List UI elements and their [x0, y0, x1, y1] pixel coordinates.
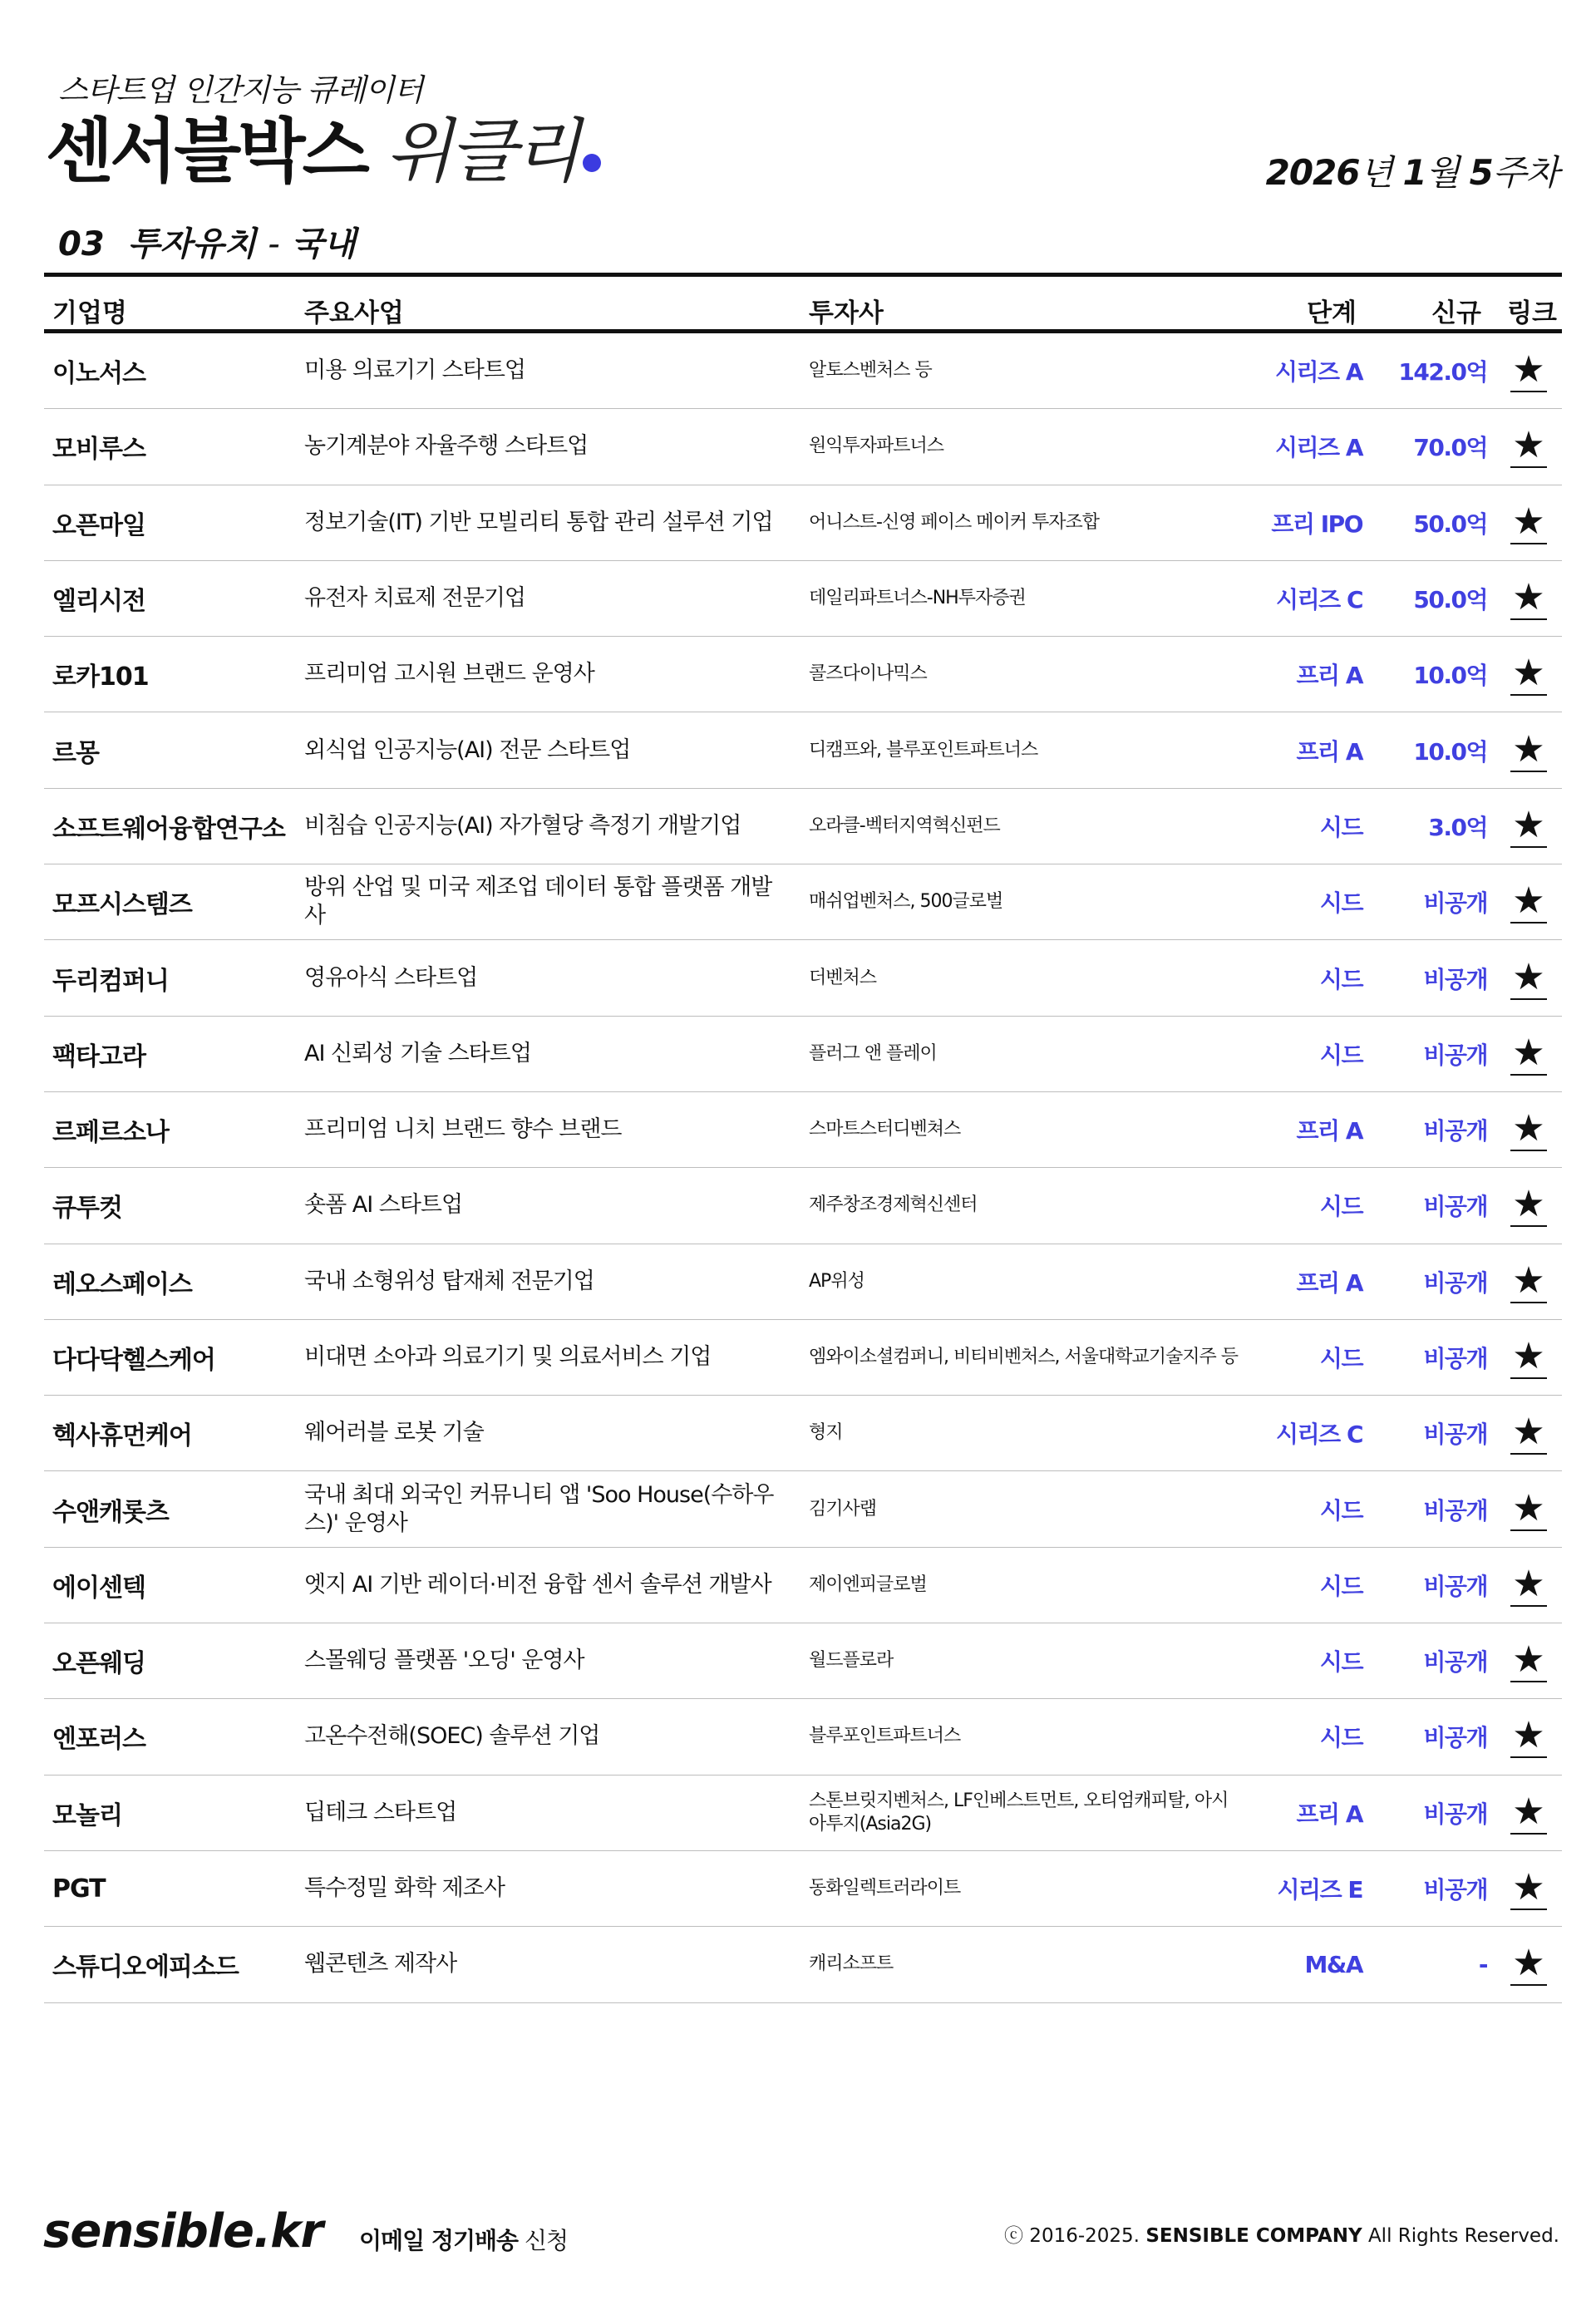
- table-row: [44, 789, 1562, 864]
- table-row: [44, 1396, 1562, 1471]
- company-name: 로카101: [52, 662, 149, 692]
- table-header: [44, 273, 1562, 333]
- funding-amount: 10.0억: [1413, 662, 1487, 690]
- section-number: 03: [58, 225, 105, 263]
- funding-amount: 3.0억: [1428, 813, 1487, 841]
- table-row: [44, 1168, 1562, 1244]
- star-link-icon[interactable]: ★: [1512, 1486, 1545, 1529]
- investor-name: 알토스벤처스 등: [809, 360, 932, 382]
- funding-amount: 비공개: [1423, 1724, 1487, 1752]
- funding-amount: 비공개: [1423, 1041, 1487, 1069]
- company-name: 르몽: [52, 738, 99, 768]
- article-link[interactable]: [1495, 485, 1562, 560]
- funding-amount: 비공개: [1423, 1572, 1487, 1600]
- article-link[interactable]: [1495, 1471, 1562, 1546]
- funding-stage: 시드: [1319, 1345, 1362, 1372]
- company-name: 수앤캐롯츠: [52, 1497, 169, 1527]
- company-name: 오픈마일: [52, 510, 145, 540]
- footer-logo[interactable]: sensible.kr: [43, 2204, 323, 2258]
- issue-week: 5: [1469, 152, 1493, 193]
- star-link-icon[interactable]: ★: [1512, 803, 1545, 846]
- funding-stage: 시드: [1319, 1041, 1362, 1069]
- funding-amount: 70.0억: [1413, 434, 1487, 462]
- table-row: [44, 485, 1562, 561]
- funding-stage: 시드: [1319, 813, 1362, 841]
- business-description: 특수정밀 화학 제조사: [304, 1875, 505, 1902]
- table-row: [44, 1017, 1562, 1092]
- investor-name: 블루포인트파트너스: [809, 1726, 961, 1747]
- section-separator: -: [268, 225, 280, 263]
- table-row: [44, 1851, 1562, 1927]
- funding-amount: 비공개: [1423, 1268, 1487, 1297]
- investor-name: 매쉬업벤처스, 500글로벌: [809, 891, 1003, 913]
- funding-amount: 비공개: [1423, 1117, 1487, 1145]
- star-link-icon[interactable]: ★: [1512, 500, 1545, 543]
- business-description: 비대면 소아과 의료기기 및 의료서비스 기업: [304, 1344, 712, 1370]
- star-link-icon[interactable]: ★: [1512, 1714, 1545, 1757]
- brand-dot-icon: [583, 154, 601, 172]
- funding-amount: 비공개: [1423, 1648, 1487, 1677]
- funding-stage: 프리 A: [1296, 1268, 1362, 1297]
- article-link[interactable]: [1495, 864, 1562, 939]
- star-link-icon[interactable]: ★: [1512, 1335, 1545, 1377]
- star-link-icon[interactable]: ★: [1512, 1183, 1545, 1226]
- section-name: 투자유치: [127, 225, 257, 263]
- copyright: [1004, 2220, 1559, 2248]
- funding-stage: 시드: [1319, 1193, 1362, 1221]
- funding-stage: 시리즈 A: [1274, 434, 1362, 462]
- company-name: 엔포러스: [52, 1725, 145, 1755]
- table-row: [44, 1244, 1562, 1320]
- investor-name: 스마트스터디벤쳐스: [809, 1119, 961, 1140]
- copyright-company: SENSIBLE COMPANY: [1145, 2225, 1362, 2247]
- star-link-icon[interactable]: ★: [1512, 1638, 1545, 1682]
- company-name: 오픈웨딩: [52, 1649, 145, 1679]
- business-description: 농기계분야 자율주행 스타트업: [304, 433, 589, 460]
- article-link[interactable]: [1495, 1092, 1562, 1167]
- brand-title: [46, 110, 601, 193]
- investor-name: 캐리소프트: [809, 1953, 894, 1975]
- company-name: 두리컴퍼니: [52, 966, 169, 996]
- investor-name: 콜즈다이나믹스: [809, 663, 927, 685]
- star-link-icon[interactable]: ★: [1512, 1562, 1545, 1605]
- table-row: [44, 1548, 1562, 1623]
- email-subscribe-bold: 이메일 정기배송: [359, 2227, 519, 2254]
- star-link-icon[interactable]: ★: [1512, 1258, 1545, 1302]
- funding-amount: 비공개: [1423, 1800, 1487, 1828]
- article-link[interactable]: [1495, 1776, 1562, 1850]
- article-link[interactable]: [1495, 712, 1562, 787]
- business-description: 딥테크 스타트업: [304, 1799, 457, 1825]
- company-name: 이노서스: [52, 359, 145, 389]
- star-link-icon[interactable]: ★: [1512, 424, 1545, 467]
- table-body: [44, 333, 1562, 2003]
- investor-name: AP위성: [809, 1270, 864, 1292]
- table-row: [44, 940, 1562, 1016]
- company-name: 에이센텍: [52, 1573, 145, 1603]
- investor-name: 스톤브릿지벤처스, LF인베스트먼트, 오티엄캐피탈, 아시아투지(Asia2G): [809, 1790, 1229, 1835]
- funding-stage: 시리즈 A: [1274, 358, 1362, 387]
- email-subscribe-link[interactable]: [359, 2223, 568, 2256]
- star-link-icon[interactable]: ★: [1512, 1107, 1545, 1150]
- funding-stage: 프리 A: [1296, 662, 1362, 690]
- star-link-icon[interactable]: ★: [1512, 576, 1545, 619]
- table-row: [44, 1927, 1562, 2002]
- company-name: 레오스페이스: [52, 1269, 192, 1299]
- article-link[interactable]: [1495, 789, 1562, 864]
- company-name: 소프트웨어융합연구소: [52, 814, 285, 844]
- investor-name: 플러그 앤 플레이: [809, 1042, 937, 1064]
- investor-name: 어니스트-신영 페이스 메이커 투자조합: [809, 511, 1099, 533]
- header: [46, 58, 1559, 199]
- company-name: PGT: [52, 1874, 106, 1904]
- star-link-icon[interactable]: ★: [1512, 879, 1545, 923]
- table-row: [44, 333, 1562, 409]
- funding-stage: 시드: [1319, 1496, 1362, 1524]
- company-name: 모비루스: [52, 435, 145, 465]
- star-link-icon[interactable]: ★: [1512, 652, 1545, 695]
- table-row: [44, 1699, 1562, 1775]
- investor-name: 더벤처스: [809, 967, 877, 988]
- article-link[interactable]: [1495, 1548, 1562, 1623]
- funding-stage: 시리즈 E: [1277, 1876, 1362, 1904]
- funding-amount: 비공개: [1423, 1345, 1487, 1372]
- article-link[interactable]: [1495, 1851, 1562, 1926]
- business-description: 웨어러블 로봇 기술: [304, 1420, 484, 1446]
- business-description: 영유아식 스타트업: [304, 964, 478, 991]
- article-link[interactable]: [1495, 333, 1562, 408]
- article-link[interactable]: [1495, 1168, 1562, 1243]
- brand-title-light: 위클리: [385, 111, 578, 192]
- issue-week-unit: 주차: [1492, 152, 1559, 193]
- article-link[interactable]: [1495, 1396, 1562, 1470]
- article-link[interactable]: [1495, 637, 1562, 712]
- column-header-link: 링크: [1507, 298, 1557, 328]
- copyright-suffix: All Rights Reserved.: [1362, 2225, 1559, 2247]
- table-row: [44, 561, 1562, 637]
- funding-amount: 비공개: [1423, 1193, 1487, 1221]
- company-name: 큐투컷: [52, 1194, 122, 1224]
- funding-amount: 비공개: [1423, 965, 1487, 993]
- article-link[interactable]: [1495, 940, 1562, 1015]
- funding-amount: 50.0억: [1413, 586, 1487, 614]
- table-row: [44, 712, 1562, 788]
- company-name: 팩타고라: [52, 1042, 145, 1071]
- business-description: 엣지 AI 기반 레이더·비전 융합 센서 솔루션 개발사: [304, 1571, 771, 1598]
- investor-name: 데일리파트너스-NH투자증권: [809, 588, 1026, 609]
- newsletter-subtitle: 스타트업 인간지능 큐레이터: [58, 72, 423, 108]
- company-name: 모프시스템즈: [52, 890, 192, 920]
- column-header-stage: 단계: [1307, 298, 1357, 328]
- star-link-icon[interactable]: ★: [1512, 1942, 1545, 1985]
- company-name: 모놀리: [52, 1800, 122, 1830]
- company-name: 다다닥헬스케어: [52, 1346, 215, 1375]
- investor-name: 제이엔피글로벌: [809, 1574, 927, 1595]
- business-description: 정보기술(IT) 기반 모빌리티 통합 관리 설루션 기업: [304, 509, 773, 535]
- investor-name: 동화일렉트러라이트: [809, 1878, 961, 1899]
- funding-amount: -: [1478, 1950, 1487, 1978]
- company-name: 헥사휴먼케어: [52, 1421, 192, 1451]
- company-name: 스튜디오에피소드: [52, 1953, 239, 1982]
- business-description: 외식업 인공지능(AI) 전문 스타트업: [304, 736, 631, 763]
- article-link[interactable]: [1495, 1017, 1562, 1091]
- star-link-icon[interactable]: ★: [1512, 1031, 1545, 1074]
- star-link-icon[interactable]: ★: [1512, 348, 1545, 392]
- company-name: 엘리시전: [52, 587, 145, 617]
- article-link[interactable]: [1495, 1244, 1562, 1319]
- column-header-company: 기업명: [52, 298, 127, 328]
- funding-amount: 비공개: [1423, 1496, 1487, 1524]
- column-header-business: 주요사업: [304, 298, 404, 328]
- business-description: AI 신뢰성 기술 스타트업: [304, 1040, 531, 1066]
- brand-title-bold: 센서블박스: [46, 111, 367, 192]
- funding-stage: 프리 A: [1296, 1117, 1362, 1145]
- funding-amount: 비공개: [1423, 889, 1487, 918]
- company-name: 르페르소나: [52, 1118, 169, 1148]
- business-description: 비침습 인공지능(AI) 자가혈당 측정기 개발기업: [304, 812, 741, 839]
- business-description: 국내 최대 외국인 커뮤니티 앱 'Soo House(수하우스)' 운영사: [304, 1481, 774, 1536]
- funding-stage: 시드: [1319, 889, 1362, 918]
- business-description: 숏폼 AI 스타트업: [304, 1192, 463, 1219]
- article-link[interactable]: [1495, 1699, 1562, 1774]
- funding-amount: 비공개: [1423, 1876, 1487, 1904]
- investor-name: 디캠프와, 블루포인트파트너스: [809, 739, 1038, 761]
- star-link-icon[interactable]: ★: [1512, 727, 1545, 771]
- article-link[interactable]: [1495, 409, 1562, 484]
- funding-amount: 10.0억: [1413, 737, 1487, 766]
- investment-table: [44, 273, 1562, 2003]
- table-row: [44, 409, 1562, 485]
- article-link[interactable]: [1495, 1927, 1562, 2002]
- investor-name: 형지: [809, 1422, 843, 1444]
- investor-name: 엠와이소셜컴퍼니, 비티비벤처스, 서울대학교기술지주 등: [809, 1347, 1239, 1367]
- funding-amount: 50.0억: [1413, 510, 1487, 538]
- section-sub: 국내: [291, 225, 356, 263]
- issue-date: [1266, 145, 1559, 195]
- business-description: 국내 소형위성 탑재체 전문기업: [304, 1268, 594, 1294]
- investor-name: 오라클-벡터지역혁신펀드: [809, 815, 1000, 836]
- column-header-investor: 투자사: [809, 298, 884, 328]
- star-link-icon[interactable]: ★: [1512, 955, 1545, 998]
- funding-stage: 프리 IPO: [1271, 510, 1362, 538]
- funding-stage: 시드: [1319, 1572, 1362, 1600]
- table-row: [44, 1471, 1562, 1547]
- investor-name: 월드플로라: [809, 1650, 894, 1672]
- funding-stage: 시리즈 C: [1276, 586, 1362, 614]
- issue-month-unit: 월: [1426, 152, 1470, 193]
- business-description: 프리미엄 고시원 브랜드 운영사: [304, 661, 594, 687]
- article-link[interactable]: [1495, 1623, 1562, 1698]
- business-description: 웹콘텐츠 제작사: [304, 1951, 457, 1977]
- issue-year-unit: 년: [1359, 152, 1403, 193]
- business-description: 미용 의료기기 스타트업: [304, 357, 525, 384]
- issue-month: 1: [1402, 152, 1426, 193]
- table-row: [44, 1623, 1562, 1699]
- investor-name: 김기사랩: [809, 1498, 877, 1519]
- table-row: [44, 864, 1562, 940]
- star-link-icon[interactable]: ★: [1512, 1866, 1545, 1909]
- funding-stage: 시드: [1319, 1648, 1362, 1677]
- funding-stage: 시리즈 C: [1276, 1421, 1362, 1449]
- article-link[interactable]: [1495, 561, 1562, 636]
- business-description: 프리미엄 니치 브랜드 향수 브랜드: [304, 1116, 622, 1143]
- issue-year: 2026: [1265, 152, 1360, 193]
- business-description: 고온수전해(SOEC) 솔루션 기업: [304, 1723, 600, 1750]
- table-row: [44, 637, 1562, 712]
- copyright-prefix: ⓒ 2016-2025.: [1004, 2225, 1146, 2247]
- investor-name: 제주창조경제혁신센터: [809, 1194, 978, 1216]
- funding-stage: 프리 A: [1296, 737, 1362, 766]
- funding-stage: 프리 A: [1296, 1800, 1362, 1828]
- funding-stage: 시드: [1319, 1724, 1362, 1752]
- funding-stage: 시드: [1319, 965, 1362, 993]
- funding-stage: M&A: [1304, 1950, 1362, 1978]
- article-link[interactable]: [1495, 1320, 1562, 1395]
- email-subscribe-rest: 신청: [518, 2227, 569, 2254]
- section-title: [58, 218, 356, 265]
- business-description: 스몰웨딩 플랫폼 '오딩' 운영사: [304, 1647, 584, 1674]
- business-description: 방위 산업 및 미국 제조업 데이터 통합 플랫폼 개발사: [304, 874, 772, 929]
- table-row: [44, 1320, 1562, 1396]
- funding-amount: 142.0억: [1398, 358, 1487, 387]
- table-row: [44, 1092, 1562, 1168]
- star-link-icon[interactable]: ★: [1512, 1790, 1545, 1833]
- star-link-icon[interactable]: ★: [1512, 1411, 1545, 1454]
- table-row: [44, 1776, 1562, 1851]
- business-description: 유전자 치료제 전문기업: [304, 585, 525, 612]
- funding-amount: 비공개: [1423, 1421, 1487, 1449]
- investor-name: 원익투자파트너스: [809, 436, 944, 457]
- column-header-amount: 신규: [1431, 298, 1481, 328]
